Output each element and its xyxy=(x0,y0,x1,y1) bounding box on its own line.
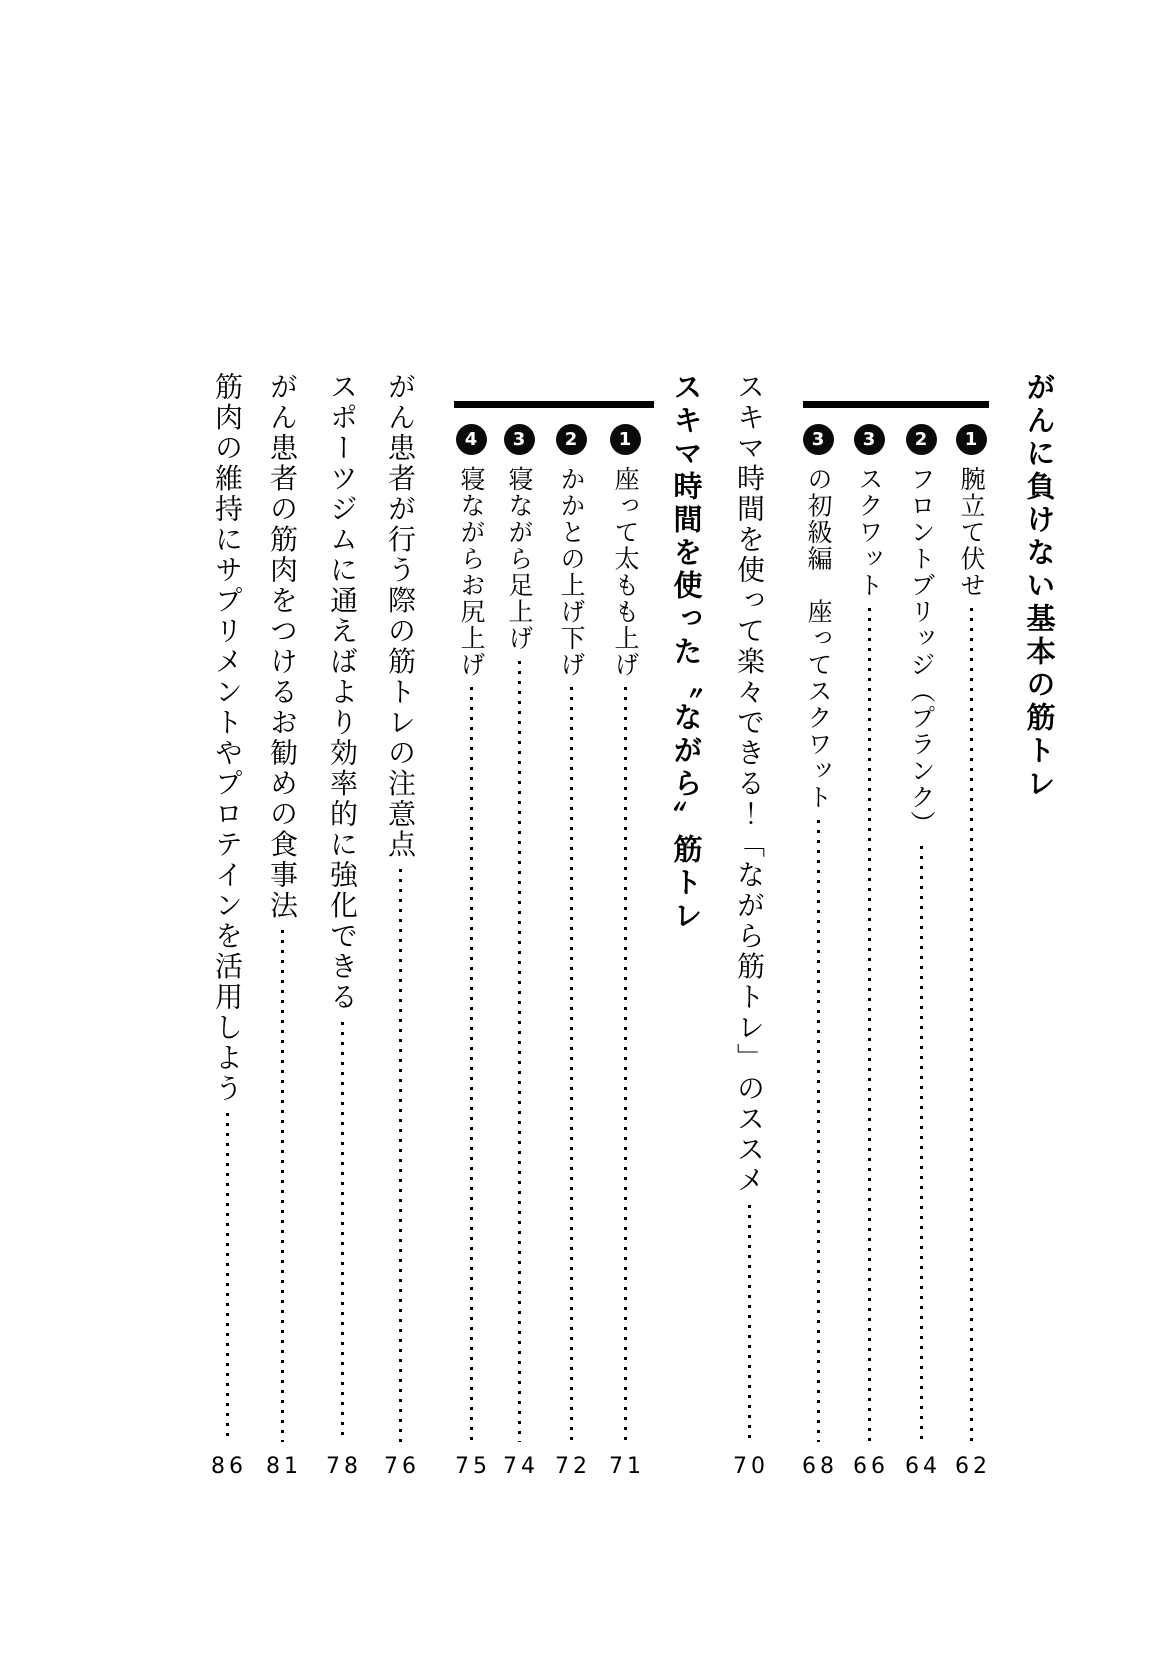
dotted-leader xyxy=(518,661,521,1443)
dotted-leader xyxy=(399,869,402,1442)
toc-entry-chuiten xyxy=(381,372,419,1484)
item-title: 筋肉の維持にサプリメントやプロテインを活用しよう xyxy=(211,372,244,1104)
dotted-leader xyxy=(570,687,573,1442)
dotted-leader xyxy=(624,687,627,1442)
toc-entry-sports-gym xyxy=(323,372,361,1484)
dotted-leader xyxy=(470,687,473,1442)
item-title: 寝ながら足上げ xyxy=(505,466,534,652)
item-number-badge: 1 xyxy=(610,424,641,455)
page-number: 68 xyxy=(802,1454,838,1479)
dotted-leader xyxy=(341,1022,344,1443)
page-number: 75 xyxy=(455,1454,491,1479)
item-number-badge: 3 xyxy=(803,424,834,455)
page-number: 76 xyxy=(384,1454,420,1479)
dotted-leader xyxy=(970,608,973,1443)
dotted-leader xyxy=(281,930,284,1442)
page-number: 86 xyxy=(211,1454,247,1479)
item-title: の初級編 座ってスクワット xyxy=(804,466,833,811)
item-title: かかとの上げ下げ xyxy=(557,466,586,678)
toc-entry-udetate-fuse xyxy=(953,424,989,1484)
item-number-badge: 4 xyxy=(456,424,487,455)
page-number: 62 xyxy=(955,1454,991,1479)
toc-entry-kakato xyxy=(553,424,589,1484)
toc-entry-squat xyxy=(851,424,887,1484)
toc-entry-seated-squat xyxy=(800,424,836,1484)
section-2-title: スキマ時間を使った〝ながら〟筋トレ xyxy=(669,372,704,933)
toc-entry-nagara-susume xyxy=(730,372,768,1484)
item-title: がん患者の筋肉をつけるお勧めの食事法 xyxy=(266,372,299,921)
item-title: スクワット xyxy=(855,466,884,599)
item-number-badge: 3 xyxy=(504,424,535,455)
item-number-badge: 3 xyxy=(854,424,885,455)
page-number: 70 xyxy=(733,1454,769,1479)
item-number-badge: 1 xyxy=(956,424,987,455)
dotted-leader xyxy=(920,846,923,1442)
section-1-header xyxy=(1021,372,1059,801)
page-number: 74 xyxy=(503,1454,539,1479)
page-number: 78 xyxy=(326,1454,362,1479)
section-1-title: がんに負けない基本の筋トレ xyxy=(1022,372,1057,801)
item-title: がん患者が行う際の筋トレの注意点 xyxy=(384,372,417,860)
item-title: 寝ながらお尻上げ xyxy=(457,466,486,678)
item-title: フロントブリッジ（プランク） xyxy=(907,466,936,837)
toc-entry-shokujiho xyxy=(263,372,301,1484)
item-title: スポーツジムに通えばより効率的に強化できる xyxy=(326,372,359,1013)
dotted-leader xyxy=(748,1205,751,1443)
toc-entry-oshiri-age xyxy=(453,424,489,1484)
item-title: 座って太もも上げ xyxy=(611,466,640,678)
item-number-badge: 2 xyxy=(556,424,587,455)
page-number: 81 xyxy=(266,1454,302,1479)
section-1-rule xyxy=(803,401,989,408)
page-number: 71 xyxy=(609,1454,645,1479)
item-number-badge: 2 xyxy=(906,424,937,455)
page-number: 66 xyxy=(853,1454,889,1479)
toc-entry-front-bridge xyxy=(903,424,939,1484)
toc-entry-ashi-age xyxy=(501,424,537,1484)
page-number: 64 xyxy=(905,1454,941,1479)
dotted-leader xyxy=(817,820,820,1443)
item-title: 腕立て伏せ xyxy=(957,466,986,599)
page-number: 72 xyxy=(555,1454,591,1479)
section-2-rule xyxy=(454,401,654,408)
toc-entry-momo-age xyxy=(607,424,643,1484)
section-2-header xyxy=(668,372,706,933)
dotted-leader xyxy=(226,1113,229,1442)
dotted-leader xyxy=(868,608,871,1443)
item-title: スキマ時間を使って楽々できる！「ながら筋トレ」のススメ xyxy=(733,372,766,1196)
toc-entry-supplement xyxy=(208,372,246,1484)
